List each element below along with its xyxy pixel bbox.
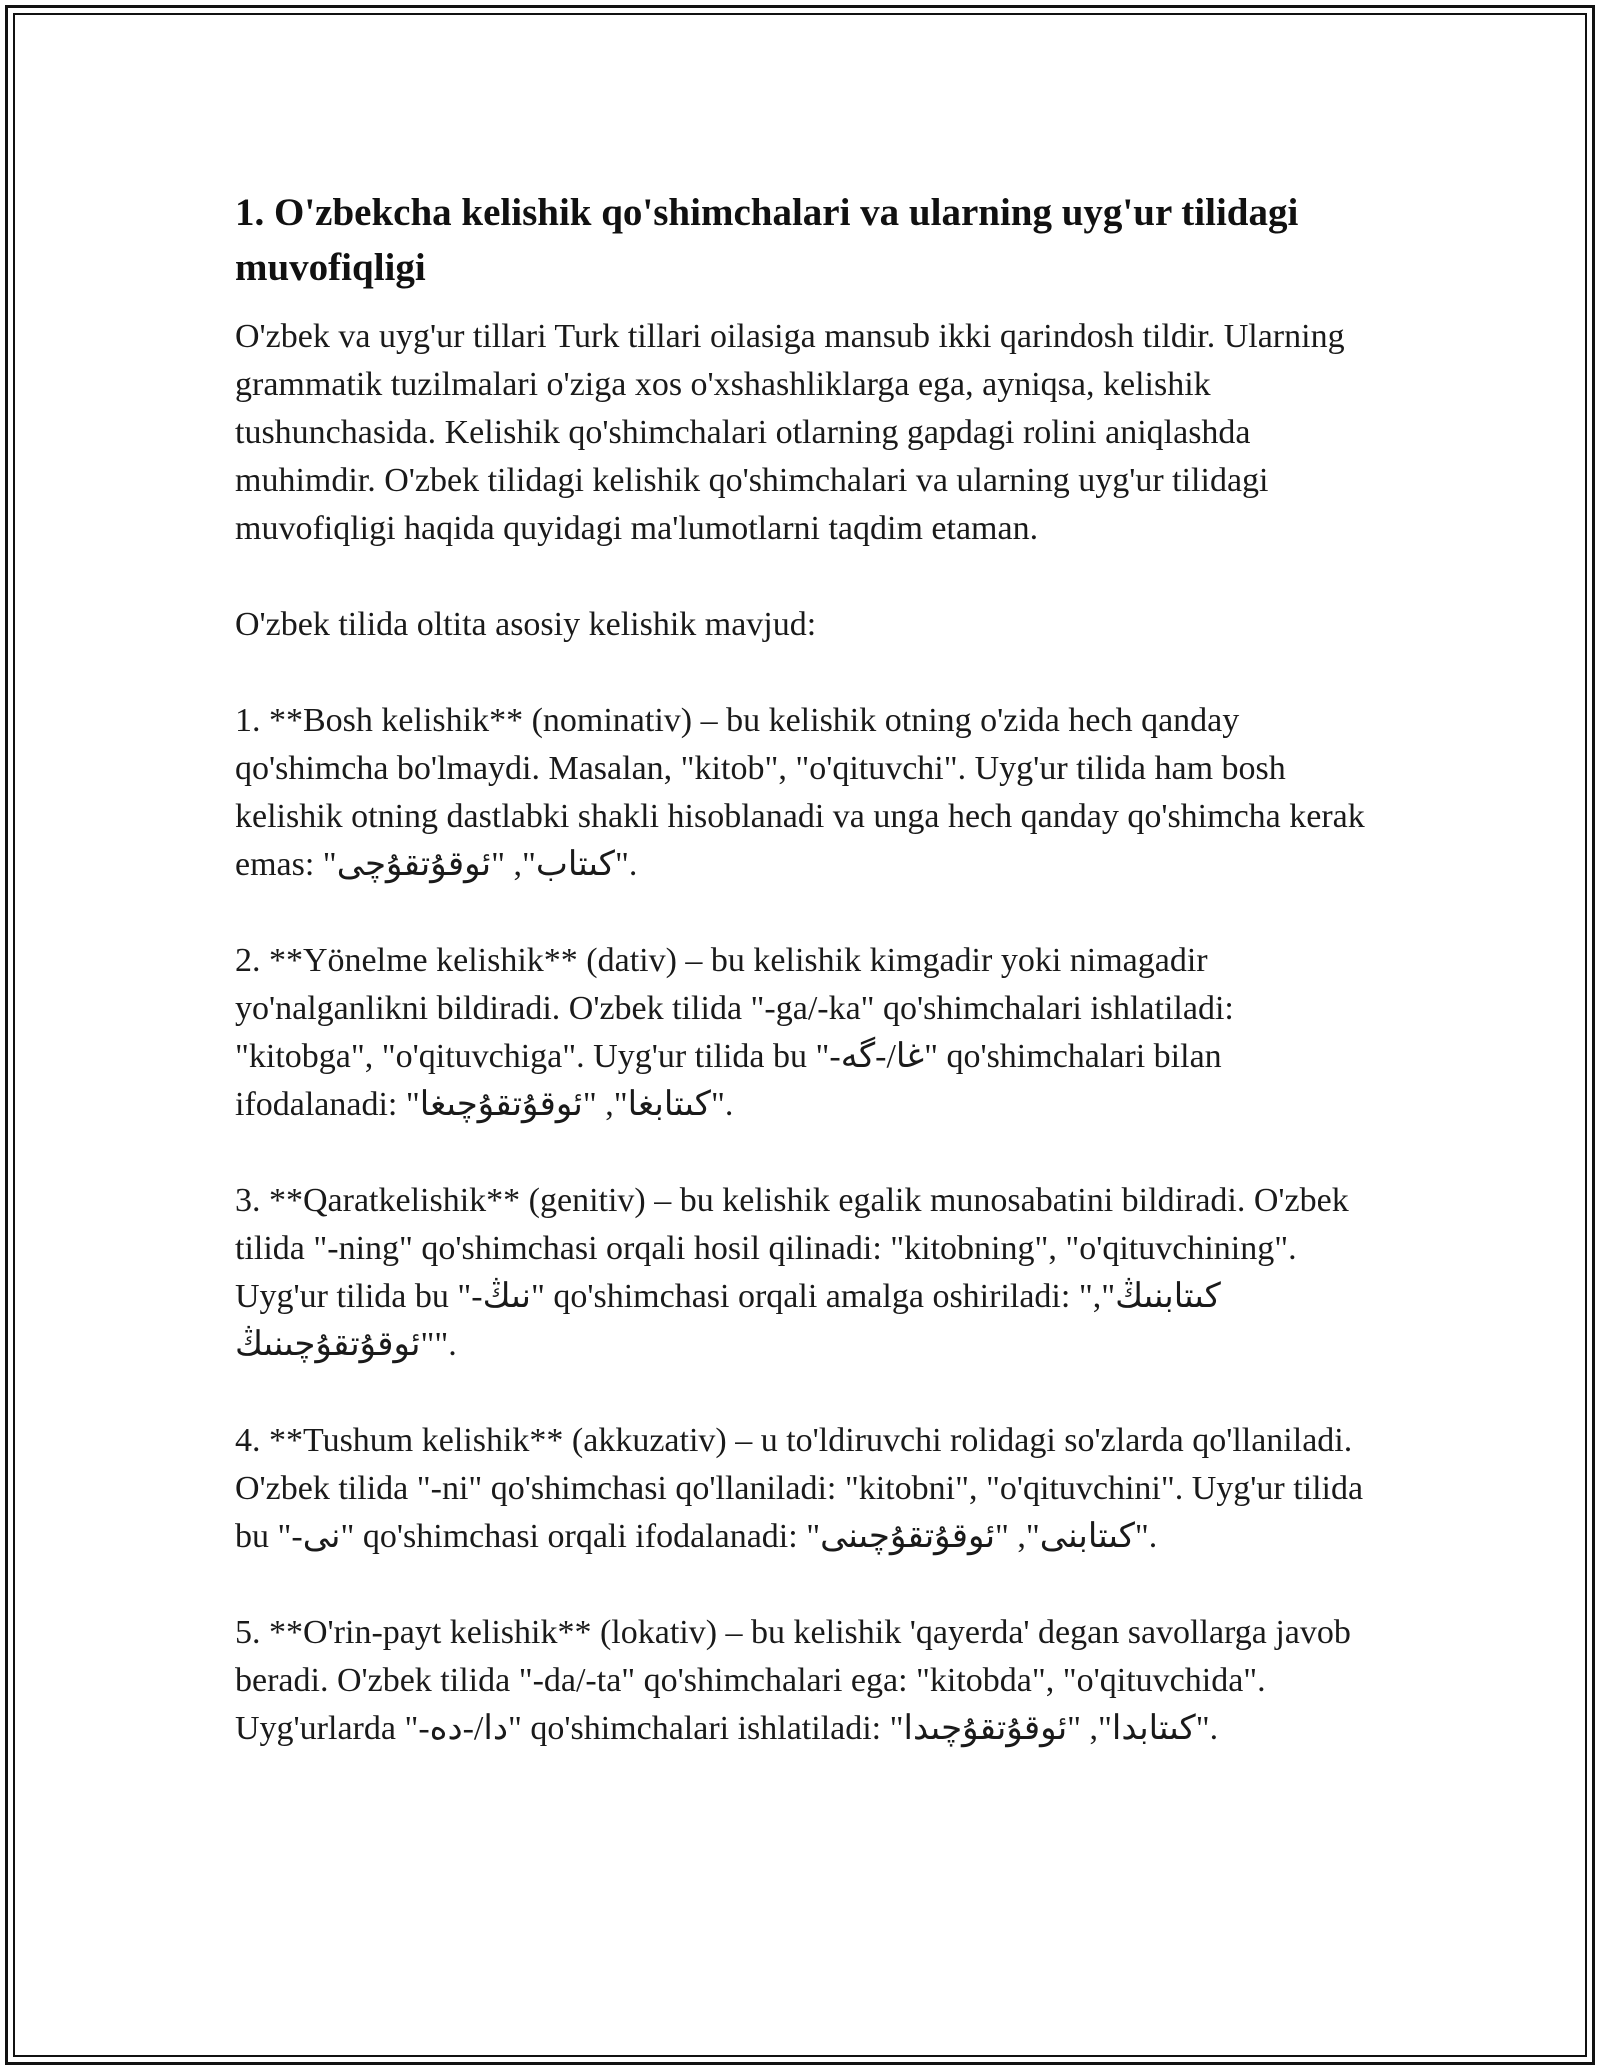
document-title: 1. O'zbekcha kelishik qo'shimchalari va ularning uyg'ur tilidagi muvofiqligi [235,191,1299,289]
case-count-paragraph: O'zbek tilida oltita asosiy kelishik mavjud: [235,606,817,643]
accusative-case-paragraph: 4. **Tushum kelishik** (akkuzativ) – u to'ldiruvchi rolidagi so'zlarda qo'llaniladi. O'zbek tilida "-ni" qo'shimchasi qo'llaniladi: "kitobni", "o'qituvchini". Uyg'ur tilida bu "-نى" qo'shimchasi orqali ifodalanadi: "كىتابنى", "ئوقۇتقۇچىنى". [235,1422,1364,1555]
intro-paragraph: O'zbek va uyg'ur tillari Turk tillari oilasiga mansub ikki qarindosh tildir. Ularning grammatik tuzilmalari o'ziga xos o'xshashliklarga ega, ayniqsa, kelishik tushunchasida. Kelishik qo'shimchalari otlarning gapdagi rolini aniqlashda muhimdir. O'zbek tilidagi kelishik qo'shimchalari va ularning uyg'ur tilidagi muvofiqligi haqida quyidagi ma'lumotlarni taqdim etaman. [235,318,1345,547]
genitive-case-paragraph: 3. **Qaratkelishik** (genitiv) – bu kelishik egalik munosabatini bildiradi. O'zbek tilida "-ning" qo'shimchasi orqali hosil qilinadi: "kitobning", "o'qituvchining". Uyg'ur tilida bu "-نىڭ" qo'shimchasi orqali amalga oshiriladi: "كىتابنىڭ", "ئوقۇتقۇچىنىڭ". [235,1182,1349,1363]
nominative-case-paragraph: 1. **Bosh kelishik** (nominativ) – bu kelishik otning o'zida hech qanday qo'shimcha bo'lmaydi. Masalan, "kitob", "o'qituvchi". Uyg'ur tilida ham bosh kelishik otning dastlabki shakli hisoblanadi va unga hech qanday qo'shimcha kerak emas: "كىتاب", "ئوقۇتقۇچى". [235,702,1365,883]
dative-case-paragraph: 2. **Yönelme kelishik** (dativ) – bu kelishik kimgadir yoki nimagadir yo'nalganlikni bildiradi. O'zbek tilida "-ga/-ka" qo'shimchalari ishlatiladi: "kitobga", "o'qituvchiga". Uyg'ur tilida bu "-غا/-گە" qo'shimchalari bilan ifodalanadi: "كىتابغا", "ئوقۇتقۇچىغا". [235,942,1234,1123]
document-body [235,185,1365,1753]
locative-case-paragraph: 5. **O'rin-payt kelishik** (lokativ) – bu kelishik 'qayerda' degan savollarga javob beradi. O'zbek tilida "-da/-ta" qo'shimchalari ega: "kitobda", "o'qituvchida". Uyg'urlarda "-دا/-دە" qo'shimchalari ishlatiladi: "كىتابدا", "ئوقۇتقۇچىدا". [235,1614,1351,1747]
